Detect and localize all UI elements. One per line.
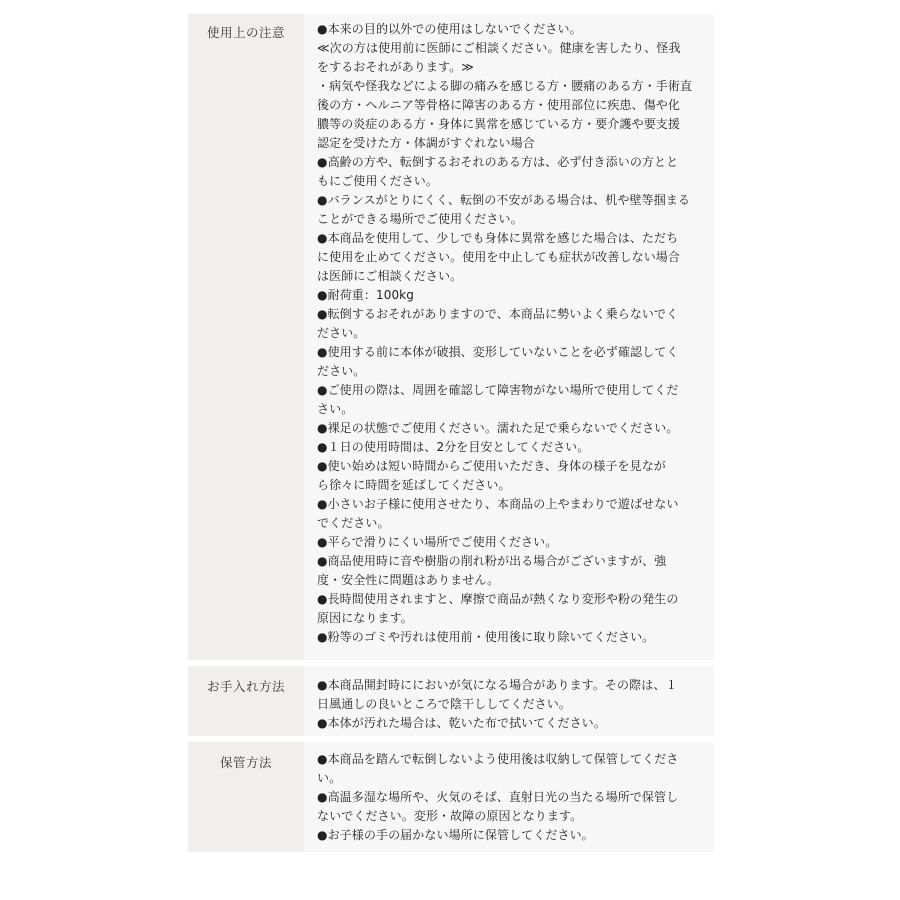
text-line: ●本体が汚れた場合は、乾いた布で拭いてください。 xyxy=(317,716,606,730)
text-line: ●ご使用の際は、周囲を確認して障害物がない場所で使用してくだ xyxy=(317,383,679,397)
text-line: でください。 xyxy=(317,516,390,530)
text-line: ●本商品を踏んで転倒しないよう使用後は収納して保管してくださ xyxy=(317,752,679,766)
section-usage-precautions xyxy=(188,14,714,660)
text-line: ●本商品を使用して、少しでも身体に異常を感じた場合は、ただち xyxy=(317,231,679,245)
text-line: い。 xyxy=(317,771,342,785)
text-line: ●お子様の手の届かない場所に保管してください。 xyxy=(317,828,594,842)
text-line: 日風通しの良いところで陰干ししてください。 xyxy=(317,697,571,711)
section-label-cell xyxy=(188,666,304,736)
section-content xyxy=(304,14,714,660)
text-line: ●使用する前に本体が破損、変形していないことを必ず確認してく xyxy=(317,345,679,359)
text-line: ●長時間使用されますと、摩擦で商品が熱くなり変形や粉の発生の xyxy=(317,592,679,606)
text-line: 膿等の炎症のある方・身体に異常を感じている方・要介護や要支援 xyxy=(317,117,681,131)
text-line: さい。 xyxy=(317,402,354,416)
text-line: ●使い始めは短い時間からご使用いただき、身体の様子を見なが xyxy=(317,459,666,473)
section-label-cell xyxy=(188,14,304,660)
section-label: 保管方法 xyxy=(219,755,272,770)
text-line: ●耐荷重：100kg xyxy=(317,288,414,302)
text-line: ●バランスがとりにくく、転倒の不安がある場合は、机や壁等掴まる xyxy=(317,193,690,207)
text-line: ことができる場所でご使用ください。 xyxy=(317,212,523,226)
text-line: ●高温多湿な場所や、火気のそば、直射日光の当たる場所で保管し xyxy=(317,790,679,804)
text-line: をするおそれがあります。≫ xyxy=(317,60,474,74)
text-line: もにご使用ください。 xyxy=(317,174,439,188)
notice-table xyxy=(188,14,714,852)
text-line: 後の方・ヘルニア等骨格に障害のある方・使用部位に疾患、傷や化 xyxy=(317,98,681,112)
text-line: 認定を受けた方・体調がすぐれない場合 xyxy=(317,136,535,150)
section-storage-method xyxy=(188,742,714,852)
text-line: ださい。 xyxy=(317,326,366,340)
text-line: に使用を止めてください。使用を中止しても症状が改善しない場合 xyxy=(317,250,681,264)
text-line: ●本来の目的以外での使用はしないでください。 xyxy=(317,22,582,36)
section-label: 使用上の注意 xyxy=(206,25,285,40)
text-line: ないでください。変形・故障の原因となります。 xyxy=(317,809,583,823)
text-line: ●平らで滑りにくい場所でご使用ください。 xyxy=(317,535,558,549)
text-line: 度・安全性に問題はありません。 xyxy=(317,573,500,587)
text-line: ●１日の使用時間は、2分を目安としてください。 xyxy=(317,440,590,454)
text-line: は医師にご相談ください。 xyxy=(317,269,463,283)
text-line: ●裸足の状態でご使用ください。濡れた足で乗らないでください。 xyxy=(317,421,679,435)
text-line: ●高齢の方や、転倒するおそれのある方は、必ず付き添いの方とと xyxy=(317,155,679,169)
text-line: ●粉等のゴミや汚れは使用前・使用後に取り除いてください。 xyxy=(317,630,655,644)
text-line: ●商品使用時に音や樹脂の削れ粉が出る場合がございますが、強 xyxy=(317,554,667,568)
section-label: お手入れ方法 xyxy=(206,679,285,694)
text-line: ださい。 xyxy=(317,364,366,378)
text-line: ●小さいお子様に使用させたり、本商品の上やまわりで遊ばせない xyxy=(317,497,679,511)
section-content xyxy=(304,742,714,852)
text-line: ●本商品開封時ににおいが気になる場合があります。その際は、１ xyxy=(317,678,678,692)
text-line: ●転倒するおそれがありますので、本商品に勢いよく乗らないでく xyxy=(317,307,679,321)
text-line: 原因になります。 xyxy=(317,611,413,625)
text-line: ら徐々に時間を延ばしてください。 xyxy=(317,478,511,492)
section-content xyxy=(304,666,714,736)
text-line: ・病気や怪我などによる脚の痛みを感じる方・腰痛のある方・手術直 xyxy=(317,79,693,93)
section-care-method xyxy=(188,666,714,736)
text-line: ≪次の方は使用前に医師にご相談ください。健康を害したり、怪我 xyxy=(317,41,681,55)
section-label-cell xyxy=(188,742,304,852)
